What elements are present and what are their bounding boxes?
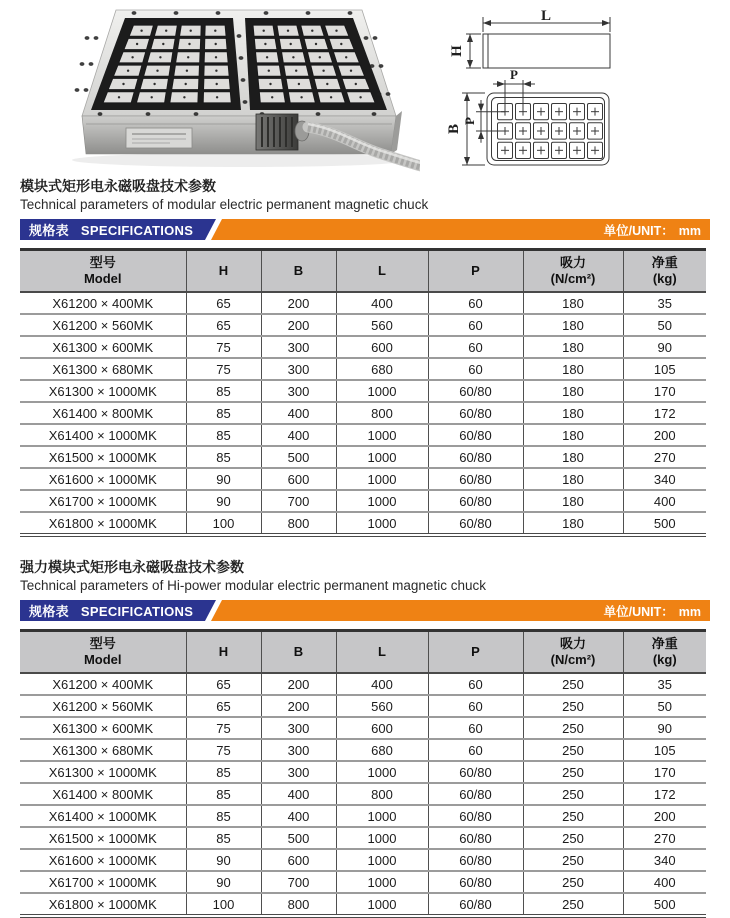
spec-table-standard <box>20 248 706 537</box>
col-header-p: P <box>428 631 523 674</box>
value-cell: 60/80 <box>428 827 523 849</box>
table-row <box>20 336 706 358</box>
value-cell: 400 <box>261 402 336 424</box>
value-cell: 300 <box>261 717 336 739</box>
table-row <box>20 783 706 805</box>
model-cell: X61600 × 1000MK <box>20 849 186 871</box>
table-row <box>20 490 706 512</box>
value-cell: 35 <box>657 295 672 311</box>
value-cell: 300 <box>261 336 336 358</box>
model-cell: X61300 × 680MK <box>20 358 186 380</box>
value-cell: 85 <box>186 827 261 849</box>
value-cell: 680 <box>336 358 428 380</box>
unit-value: mm <box>678 604 701 619</box>
table-row <box>20 446 706 468</box>
value-cell: 600 <box>261 468 336 490</box>
table-row <box>20 739 706 761</box>
unit-label: 单位/UNIT： <box>603 604 674 619</box>
value-cell: 100 <box>186 893 261 916</box>
model-cell: X61300 × 1000MK <box>20 761 186 783</box>
spec-label-en: SPECIFICATIONS <box>80 604 194 619</box>
value-cell: 500 <box>623 893 706 916</box>
spec-table-hi-power <box>20 629 706 918</box>
section-standard <box>20 178 710 537</box>
dim-label-P-h: P <box>510 67 518 82</box>
value-cell: 60/80 <box>428 402 523 424</box>
value-cell: 250 <box>523 849 623 871</box>
value-cell: 200 <box>261 314 336 336</box>
value-cell: 1000 <box>336 893 428 916</box>
value-cell: 65 <box>186 695 261 717</box>
table-row <box>20 695 706 717</box>
value-cell: 340 <box>623 468 706 490</box>
value-cell: 300 <box>261 761 336 783</box>
side-view-outline <box>483 34 610 68</box>
value-cell: 250 <box>523 871 623 893</box>
value-cell: 60/80 <box>428 805 523 827</box>
model-cell: X61700 × 1000MK <box>20 871 186 893</box>
table-row <box>20 512 706 535</box>
table-row <box>20 805 706 827</box>
value-cell: 180 <box>523 380 623 402</box>
value-cell: 400 <box>261 783 336 805</box>
value-cell: 85 <box>186 424 261 446</box>
value-cell: 60 <box>428 695 523 717</box>
product-photo <box>30 4 420 172</box>
value-cell: 172 <box>623 402 706 424</box>
value-cell: 35 <box>657 676 672 692</box>
value-cell: 90 <box>186 490 261 512</box>
value-cell: 60/80 <box>428 424 523 446</box>
dimension-drawing <box>447 4 615 180</box>
value-cell: 180 <box>523 336 623 358</box>
value-cell: 60/80 <box>428 761 523 783</box>
value-cell: 1000 <box>336 849 428 871</box>
dim-label-P-v: P <box>462 117 477 125</box>
value-cell: 800 <box>336 783 428 805</box>
value-cell: 200 <box>261 292 336 314</box>
value-cell: 90 <box>186 849 261 871</box>
value-cell: 1000 <box>336 805 428 827</box>
col-header-force: 吸力 (N/cm²) <box>523 631 623 674</box>
col-header-l: L <box>336 250 428 293</box>
value-cell: 700 <box>261 490 336 512</box>
model-cell: X61400 × 800MK <box>20 402 186 424</box>
value-cell: 1000 <box>336 424 428 446</box>
table-row <box>20 358 706 380</box>
value-cell: 600 <box>336 336 428 358</box>
model-cell: X61600 × 1000MK <box>20 468 186 490</box>
value-cell: 105 <box>623 358 706 380</box>
value-cell: 100 <box>186 512 261 535</box>
value-cell: 400 <box>261 424 336 446</box>
value-cell: 75 <box>186 717 261 739</box>
value-cell: 85 <box>186 761 261 783</box>
table-row <box>20 673 706 695</box>
model-cell: X61800 × 1000MK <box>20 512 186 535</box>
model-cell: X61300 × 680MK <box>20 739 186 761</box>
specifications-banner <box>20 219 710 240</box>
value-cell: 60 <box>428 673 523 695</box>
value-cell: 180 <box>523 358 623 380</box>
photo-shadow <box>72 153 412 167</box>
value-cell: 200 <box>623 424 706 446</box>
value-cell: 180 <box>523 314 623 336</box>
value-cell: 75 <box>186 336 261 358</box>
col-header-b: B <box>261 250 336 293</box>
value-cell: 60/80 <box>428 893 523 916</box>
model-cell: X61300 × 1000MK <box>20 380 186 402</box>
value-cell: 200 <box>623 805 706 827</box>
value-cell: 1000 <box>336 761 428 783</box>
value-cell: 250 <box>523 761 623 783</box>
value-cell: 180 <box>523 446 623 468</box>
value-cell: 90 <box>186 468 261 490</box>
value-cell: 1000 <box>336 827 428 849</box>
value-cell: 400 <box>623 490 706 512</box>
value-cell: 500 <box>261 827 336 849</box>
value-cell: 172 <box>623 783 706 805</box>
value-cell: 250 <box>523 673 623 695</box>
value-cell: 90 <box>186 871 261 893</box>
value-cell: 200 <box>261 695 336 717</box>
model-cell: X61700 × 1000MK <box>20 490 186 512</box>
value-cell: 300 <box>261 380 336 402</box>
value-cell: 90 <box>623 717 706 739</box>
table-row <box>20 380 706 402</box>
section-title-zh: 强力模块式矩形电永磁吸盘技术参数 <box>20 559 244 575</box>
value-cell: 300 <box>261 358 336 380</box>
dimension-drawing-wrap <box>447 4 615 185</box>
value-cell: 250 <box>523 805 623 827</box>
figures-row <box>0 0 730 172</box>
value-cell: 170 <box>623 761 706 783</box>
value-cell: 170 <box>623 380 706 402</box>
value-cell: 1000 <box>336 512 428 535</box>
col-header-h: H <box>186 250 261 293</box>
pole-grid-drawing <box>498 104 603 159</box>
value-cell: 250 <box>523 783 623 805</box>
value-cell: 60/80 <box>428 380 523 402</box>
table-row <box>20 314 706 336</box>
value-cell: 1000 <box>336 380 428 402</box>
value-cell: 180 <box>523 292 623 314</box>
value-cell: 250 <box>523 739 623 761</box>
table-row <box>20 871 706 893</box>
unit-value: mm <box>678 223 701 238</box>
value-cell: 60/80 <box>428 871 523 893</box>
col-header-force: 吸力 (N/cm²) <box>523 250 623 293</box>
value-cell: 90 <box>623 336 706 358</box>
name-plate <box>126 128 192 148</box>
col-header-p: P <box>428 250 523 293</box>
model-cell: X61200 × 560MK <box>20 314 186 336</box>
value-cell: 400 <box>261 805 336 827</box>
section-title-en: Technical parameters of modular electric permanent magnetic chuck <box>20 197 429 212</box>
value-cell: 1000 <box>336 871 428 893</box>
value-cell: 300 <box>261 739 336 761</box>
model-cell: X61500 × 1000MK <box>20 446 186 468</box>
value-cell: 180 <box>523 512 623 535</box>
col-header-model: 型号 Model <box>20 631 186 674</box>
model-cell: X61400 × 800MK <box>20 783 186 805</box>
table-row <box>20 402 706 424</box>
value-cell: 180 <box>523 424 623 446</box>
value-cell: 560 <box>336 314 428 336</box>
value-cell: 400 <box>336 673 428 695</box>
value-cell: 60/80 <box>428 512 523 535</box>
value-cell: 75 <box>186 358 261 380</box>
value-cell: 60 <box>428 717 523 739</box>
value-cell: 680 <box>336 739 428 761</box>
value-cell: 180 <box>523 490 623 512</box>
value-cell: 60 <box>428 358 523 380</box>
section-title-zh: 模块式矩形电永磁吸盘技术参数 <box>20 178 216 194</box>
value-cell: 85 <box>186 446 261 468</box>
value-cell: 60/80 <box>428 468 523 490</box>
value-cell: 50 <box>623 314 706 336</box>
value-cell: 250 <box>523 695 623 717</box>
value-cell: 250 <box>523 827 623 849</box>
table-row <box>20 468 706 490</box>
value-cell: 60/80 <box>428 849 523 871</box>
table-row <box>20 717 706 739</box>
value-cell: 500 <box>623 512 706 535</box>
value-cell: 1000 <box>336 490 428 512</box>
value-cell: 65 <box>186 314 261 336</box>
model-cell: X61300 × 600MK <box>20 336 186 358</box>
table-row <box>20 849 706 871</box>
value-cell: 800 <box>336 402 428 424</box>
col-header-weight: 净重 (kg) <box>623 250 706 293</box>
value-cell: 60 <box>428 336 523 358</box>
value-cell: 60 <box>428 292 523 314</box>
section-title-en: Technical parameters of Hi-power modular electric permanent magnetic chuck <box>20 578 486 593</box>
value-cell: 500 <box>261 446 336 468</box>
value-cell: 700 <box>261 871 336 893</box>
value-cell: 200 <box>261 673 336 695</box>
value-cell: 65 <box>186 673 261 695</box>
spec-label-zh: 规格表 <box>29 223 69 238</box>
value-cell: 270 <box>623 446 706 468</box>
dim-label-L: L <box>540 8 552 24</box>
model-cell: X61200 × 400MK <box>20 673 186 695</box>
model-cell: X61500 × 1000MK <box>20 827 186 849</box>
value-cell: 600 <box>336 717 428 739</box>
model-cell: X61800 × 1000MK <box>20 893 186 916</box>
value-cell: 600 <box>261 849 336 871</box>
value-cell: 400 <box>623 871 706 893</box>
spec-label-en: SPECIFICATIONS <box>80 223 194 238</box>
value-cell: 250 <box>523 717 623 739</box>
value-cell: 85 <box>186 402 261 424</box>
model-cell: X61200 × 560MK <box>20 695 186 717</box>
table-row <box>20 893 706 916</box>
col-header-model: 型号 Model <box>20 250 186 293</box>
value-cell: 60/80 <box>428 783 523 805</box>
col-header-h: H <box>186 631 261 674</box>
table-header-row <box>20 631 706 674</box>
table-header-row <box>20 250 706 293</box>
model-cell: X61200 × 400MK <box>20 292 186 314</box>
value-cell: 85 <box>186 805 261 827</box>
value-cell: 800 <box>261 512 336 535</box>
value-cell: 1000 <box>336 446 428 468</box>
model-cell: X61300 × 600MK <box>20 717 186 739</box>
table-row <box>20 761 706 783</box>
specifications-banner <box>20 600 710 621</box>
value-cell: 85 <box>186 380 261 402</box>
dim-label-H: H <box>449 45 465 57</box>
value-cell: 1000 <box>336 468 428 490</box>
col-header-weight: 净重 (kg) <box>623 631 706 674</box>
value-cell: 180 <box>523 402 623 424</box>
table-row <box>20 827 706 849</box>
col-header-b: B <box>261 631 336 674</box>
value-cell: 560 <box>336 695 428 717</box>
value-cell: 85 <box>186 783 261 805</box>
value-cell: 340 <box>623 849 706 871</box>
col-header-l: L <box>336 631 428 674</box>
value-cell: 60/80 <box>428 446 523 468</box>
value-cell: 50 <box>623 695 706 717</box>
value-cell: 270 <box>623 827 706 849</box>
dim-label-B: B <box>447 123 462 135</box>
spec-label-zh: 规格表 <box>29 604 69 619</box>
table-row <box>20 292 706 314</box>
model-cell: X61400 × 1000MK <box>20 424 186 446</box>
model-cell: X61400 × 1000MK <box>20 805 186 827</box>
value-cell: 180 <box>523 468 623 490</box>
value-cell: 60 <box>428 314 523 336</box>
section-hi-power <box>20 559 710 918</box>
value-cell: 250 <box>523 893 623 916</box>
value-cell: 65 <box>186 292 261 314</box>
value-cell: 105 <box>623 739 706 761</box>
value-cell: 400 <box>336 292 428 314</box>
unit-label: 单位/UNIT： <box>603 223 674 238</box>
value-cell: 60 <box>428 739 523 761</box>
value-cell: 60/80 <box>428 490 523 512</box>
value-cell: 75 <box>186 739 261 761</box>
table-row <box>20 424 706 446</box>
value-cell: 800 <box>261 893 336 916</box>
